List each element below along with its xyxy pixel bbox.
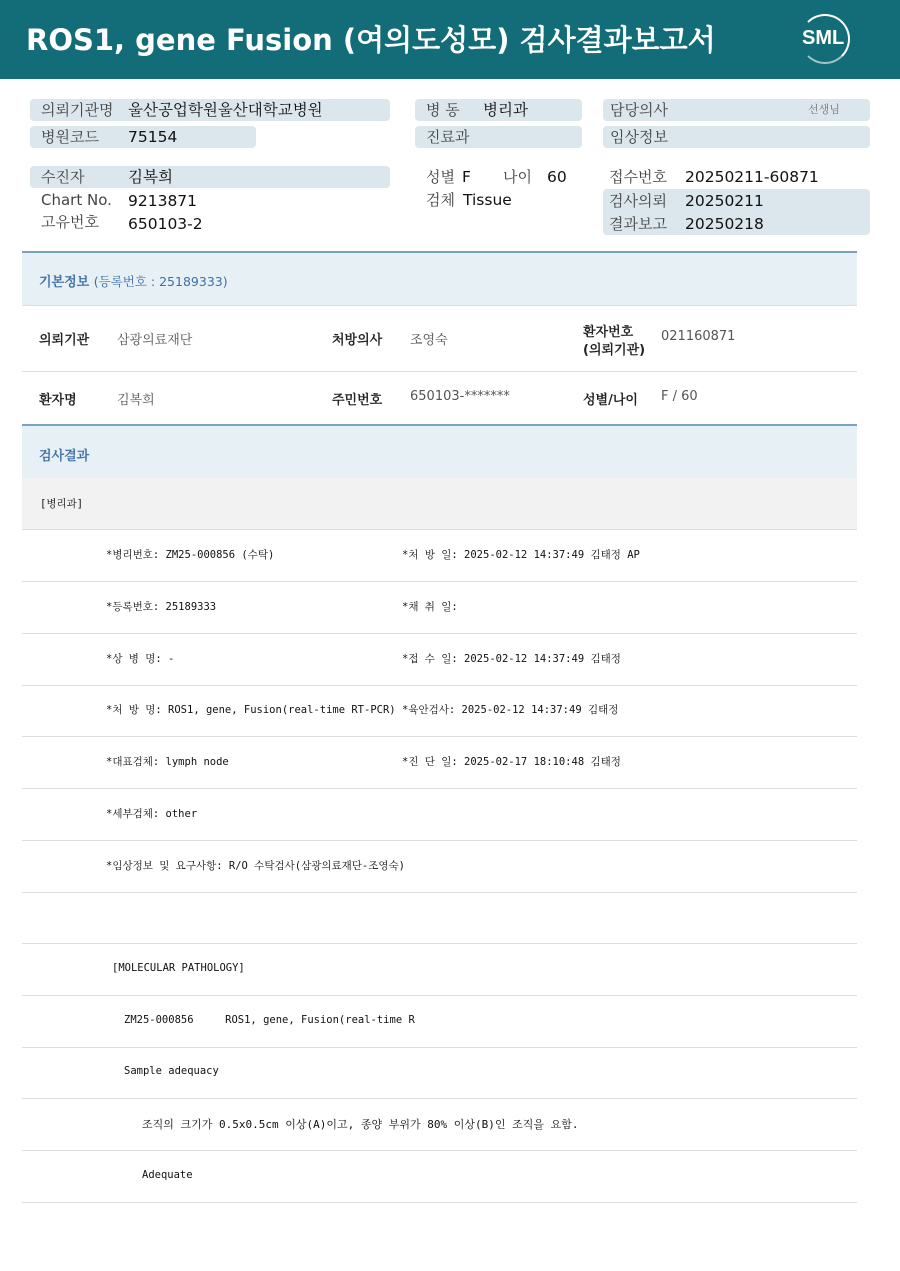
basic-row-1 — [22, 304, 857, 372]
ward-value: 병리과 — [483, 101, 528, 119]
result-left: *상 병 명: - — [106, 652, 175, 665]
hospital-code-label: 병원코드 — [41, 128, 99, 146]
specimen-value: Tissue — [463, 191, 512, 209]
result-right: *육안검사: 2025-02-12 14:37:49 김태정 — [402, 704, 619, 717]
result-row — [22, 530, 857, 582]
basic-info-header — [22, 251, 857, 306]
result-left: *대표검체: lymph node — [106, 756, 229, 769]
hospital-code-value: 75154 — [128, 128, 178, 146]
result-left: *처 방 명: ROS1, gene, Fusion(real-time RT-PCR) — [106, 704, 396, 717]
result-left: *병리번호: ZM25-000856 (수탁) — [106, 549, 275, 561]
ward-label: 병 동 — [426, 101, 460, 119]
patient-no-value: 021160871 — [661, 329, 736, 344]
patient-label: 수진자 — [41, 168, 85, 186]
unique-value: 650103-2 — [128, 215, 203, 233]
requesting-org-value: 울산공업학원울산대학교병원 — [128, 101, 323, 119]
result-row — [22, 634, 857, 686]
physician-value: 조영숙 — [410, 333, 448, 348]
rrn-value: 650103-******* — [410, 389, 510, 404]
result-row — [22, 582, 857, 634]
adequacy-result: Adequate — [142, 1169, 193, 1181]
sexage-value: F / 60 — [661, 389, 698, 404]
receipt-label: 접수번호 — [609, 168, 667, 186]
chart-value: 9213871 — [128, 192, 198, 210]
physician-label: 처방의사 — [332, 333, 383, 348]
basic-row-2 — [22, 372, 857, 424]
doctor-suffix: 선생님 — [808, 103, 840, 116]
mol-line-row — [22, 996, 857, 1048]
result-left: *세부검체: other — [106, 808, 198, 820]
name-value: 김복희 — [117, 393, 155, 408]
result-right: *채 취 일: — [402, 600, 458, 613]
chart-label: Chart No. — [41, 191, 112, 209]
sml-logo — [796, 12, 852, 68]
clinical-label: 임상정보 — [610, 128, 668, 146]
unique-label: 고유번호 — [41, 213, 99, 231]
adequacy-result-row — [22, 1151, 857, 1203]
result-row — [22, 685, 857, 737]
basic-info-reg-note: (등록번호 : 25189333) — [93, 274, 228, 289]
basic-info-title-wrap — [39, 271, 228, 290]
rrn-label: 주민번호 — [332, 393, 383, 408]
age-value: 60 — [547, 168, 567, 186]
adequacy-title: Sample adequacy — [124, 1065, 219, 1077]
results-dept-row — [22, 478, 857, 530]
adequacy-note: 조직의 크기가 0.5x0.5cm 이상(A)이고, 종양 부위가 80% 이상(B)인 조직을 요함. — [142, 1118, 579, 1131]
result-left: *등록번호: 25189333 — [106, 600, 217, 613]
results-title: 검사결과 — [39, 449, 90, 464]
specimen-label: 검체 — [426, 191, 455, 209]
mol-title-row — [22, 944, 857, 996]
result-row — [22, 737, 857, 789]
logo-text: SML — [802, 27, 845, 49]
report-header — [0, 0, 900, 79]
mol-title: [MOLECULAR PATHOLOGY] — [112, 962, 245, 974]
org-value: 삼광의료재단 — [117, 333, 193, 348]
sexage-label: 성별/나이 — [583, 393, 638, 408]
patient-no-label-2: (의뢰기관) — [583, 343, 646, 358]
org-label: 의뢰기관 — [39, 333, 90, 348]
name-label: 환자명 — [39, 393, 77, 408]
patient-value: 김복희 — [128, 168, 173, 186]
doctor-label: 담당의사 — [610, 101, 668, 119]
report-date-label: 결과보고 — [609, 215, 667, 233]
dept-label: 진료과 — [426, 128, 470, 146]
result-left: *임상정보 및 요구사항: R/O 수탁검사(삼광의료재단-조영숙) — [106, 859, 406, 872]
receipt-value: 20250211-60871 — [685, 168, 819, 186]
report-date-value: 20250218 — [685, 215, 764, 233]
report-title: ROS1, gene Fusion (여의도성모) 검사결과보고서 — [26, 23, 716, 57]
result-right: *처 방 일: 2025-02-12 14:37:49 김태정 AP — [402, 549, 640, 561]
requesting-org-label: 의뢰기관명 — [41, 101, 114, 119]
results-header — [22, 424, 857, 479]
adequacy-note-row — [22, 1099, 857, 1151]
basic-info-title: 기본정보 — [39, 275, 90, 290]
result-row — [22, 789, 857, 841]
result-row — [22, 841, 857, 893]
adequacy-title-row — [22, 1047, 857, 1099]
result-right: *접 수 일: 2025-02-12 14:37:49 김태정 — [402, 652, 621, 665]
results-dept: [병리과] — [40, 498, 84, 510]
result-right: *진 단 일: 2025-02-17 18:10:48 김태정 — [402, 756, 621, 769]
mol-line: ZM25-000856 ROS1, gene, Fusion(real-time R — [124, 1014, 415, 1026]
age-label: 나이 — [503, 168, 532, 186]
request-date-label: 검사의뢰 — [609, 192, 667, 210]
blank-row — [22, 892, 857, 944]
patient-no-label-1: 환자번호 — [583, 325, 634, 340]
sex-label: 성별 — [426, 168, 455, 186]
sex-value: F — [462, 168, 471, 186]
request-date-value: 20250211 — [685, 192, 764, 210]
